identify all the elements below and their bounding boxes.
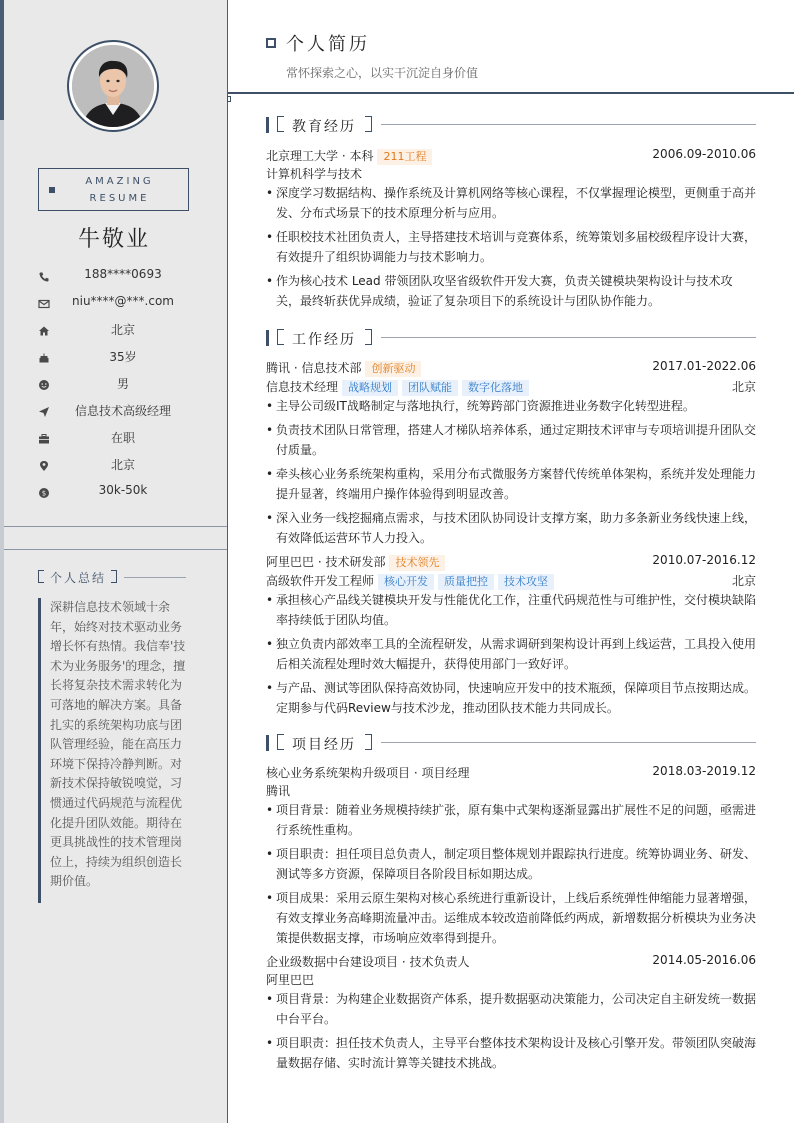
page-title: 个人简历 [286, 34, 370, 55]
list-item: • 牵头核心业务系统架构重构，采用分布式微服务方案替代传统单体架构，系统并发处理能力提升显著，终端用户操作体验得到明显改善。 [266, 464, 756, 504]
list-item: • 项目背景：随着业务规模持续扩张，原有集中式架构逐渐显露出扩展性不足的问题，亟需进行系统性重构。 [266, 800, 756, 840]
info-location [0, 453, 228, 480]
projects-section [266, 734, 756, 1077]
job-role-row [266, 571, 756, 590]
work-heading [266, 329, 756, 347]
avatar-portrait [72, 45, 154, 127]
summary-title: 个人总结 [50, 571, 107, 585]
info-email-text: niu****@***.com [72, 294, 174, 308]
job-entry [266, 552, 756, 718]
sidebar-divider [4, 526, 227, 527]
bracket-left [277, 116, 284, 132]
job-date: 2017.01-2022.06 [652, 359, 756, 373]
info-position [0, 399, 228, 426]
summary-title-line [124, 577, 186, 578]
job-date: 2010.07-2016.12 [652, 553, 756, 567]
info-phone-text: 188****0693 [84, 267, 162, 281]
job-company: 腾讯 · 信息技术部 创新驱动 [266, 359, 421, 377]
svg-text:$: $ [41, 489, 47, 498]
heading-bar [266, 330, 269, 346]
skill-tag: 技术攻坚 [498, 574, 554, 590]
skill-tag: 团队赋能 [402, 380, 458, 396]
education-date: 2006.09-2010.06 [652, 147, 756, 161]
list-item: • 项目职责：担任技术负责人，主导平台整体技术架构设计及核心引擎开发。带领团队突破海量数据存储、实时流计算等关键技术挑战。 [266, 1033, 756, 1073]
heading-line [381, 124, 756, 125]
sidebar-accent-dark [0, 0, 4, 120]
page-subtitle: 常怀探索之心，以实干沉淀自身价值 [286, 66, 479, 80]
job-company-row [266, 552, 756, 571]
education-row [266, 146, 756, 165]
summary-text: 深耕信息技术领域十余年，始终对技术驱动业务增长怀有热情。我信奉'技术为业务服务'的理念，擅长将复杂技术需求转化为可落地的解决方案。具备扎实的系统架构功底与团队管理经验，能在高压力环境下保持冷静判断。对新技术保持敏锐嗅觉，习惯通过代码规范与流程优化提升团队效能。期待在更具挑战性的技术管理岗位上，持续为组织创造长期价值。 [38, 598, 188, 903]
project-name: 核心业务系统架构升级项目 · 项目经理 [266, 766, 470, 780]
info-phone [0, 264, 228, 291]
project-org: 腾讯 [266, 784, 291, 798]
projects-title: 项目经历 [292, 737, 356, 753]
list-item: • 项目职责：担任项目总负责人，制定项目整体规划并跟踪执行进度。统筹协调业务、研发、测试等多方资源，保障项目各阶段目标如期达成。 [266, 844, 756, 884]
job-location: 北京 [731, 380, 756, 394]
info-age [0, 345, 228, 372]
header-divider [228, 92, 794, 94]
project-date: 2014.05-2016.06 [652, 953, 756, 967]
info-home-text: 北京 [110, 323, 135, 337]
list-item: • 主导公司级IT战略制定与落地执行，统筹跨部门资源推进业务数字化转型进程。 [266, 396, 756, 416]
info-gender [0, 372, 228, 399]
bracket-right [365, 329, 372, 345]
bracket-left [277, 329, 284, 345]
job-role: 高级软件开发工程师 核心开发 质量把控 技术攻坚 [266, 572, 554, 590]
bracket-right [365, 116, 372, 132]
project-name-row [266, 763, 756, 782]
heading-bar [266, 735, 269, 751]
heading-line [381, 337, 756, 338]
list-item: • 深度学习数据结构、操作系统及计算机网络等核心课程，不仅掌握理论模型，更侧重于高并发、分布式场景下的技术原理分析与应用。 [266, 183, 756, 223]
project-entry [266, 763, 756, 948]
list-item: • 作为核心技术 Lead 带领团队攻坚省级软件开发大赛，负责关键模块架构设计与技术攻关，最终斩获优异成绩，验证了复杂项目下的系统设计与团队协作能力。 [266, 271, 756, 311]
summary-heading [38, 569, 198, 585]
info-age-text: 35岁 [109, 350, 137, 364]
candidate-name: 牛敬业 [77, 227, 150, 252]
job-company-tag: 技术领先 [389, 555, 445, 571]
amazing-resume-badge [38, 168, 189, 211]
info-position-text: 信息技术高级经理 [74, 404, 171, 418]
info-home [0, 318, 228, 345]
info-status-text: 在职 [110, 431, 135, 445]
project-name: 企业级数据中台建设项目 · 技术负责人 [266, 955, 470, 969]
work-section [266, 329, 756, 722]
project-org-row [266, 782, 756, 800]
badge-line-2: RESUME [89, 193, 150, 204]
sidebar-accent-bar [0, 0, 4, 1123]
project-name-row [266, 952, 756, 971]
info-location-text: 北京 [110, 458, 135, 472]
info-gender-text: 男 [116, 377, 129, 391]
education-major: 计算机科学与技术 [266, 167, 363, 181]
list-item: • 项目成果：采用云原生架构对核心系统进行重新设计，上线后系统弹性伸缩能力显著增强，有效支撑业务高峰期流量冲击。运维成本较改造前降低约两成，新增数据分析模块为业务决策提供数据支撑，市场响应效率得到提升。 [266, 888, 756, 948]
skill-tag: 数字化落地 [462, 380, 529, 396]
skill-tag: 战略规划 [342, 380, 398, 396]
bracket-left [38, 570, 44, 583]
job-role: 信息技术经理 战略规划 团队赋能 数字化落地 [266, 378, 529, 396]
list-item: • 与产品、测试等团队保持高效协同，快速响应开发中的技术瓶颈，保障项目节点按期达成。定期参与代码Review与技术沙龙，推动团队技术能力共同成长。 [266, 678, 756, 718]
projects-heading [266, 734, 756, 752]
skill-tag: 质量把控 [438, 574, 494, 590]
bracket-right [365, 734, 372, 750]
skill-tag: 核心开发 [378, 574, 434, 590]
project-date: 2018.03-2019.12 [652, 764, 756, 778]
sidebar-divider [4, 549, 227, 550]
header-square-icon [266, 38, 276, 48]
job-entry [266, 358, 756, 548]
header-divider-tick [227, 96, 231, 102]
education-school: 北京理工大学 · 本科 211工程 [266, 147, 432, 165]
project-org: 阿里巴巴 [266, 973, 315, 987]
list-item: • 承担核心产品线关键模块开发与性能优化工作，注重代码规范性与可维护性，交付模块缺陷率持续低于团队均值。 [266, 590, 756, 630]
education-major-row [266, 165, 756, 183]
avatar [72, 45, 154, 127]
info-email [0, 291, 228, 318]
project-entry [266, 952, 756, 1073]
job-company-row [266, 358, 756, 377]
sidebar [0, 0, 228, 1123]
job-company-tag: 创新驱动 [365, 361, 421, 377]
bracket-left [277, 734, 284, 750]
list-item: • 负责技术团队日常管理，搭建人才梯队培养体系，通过定期技术评审与专项培训提升团队交付质量。 [266, 420, 756, 460]
list-item: • 任职校技术社团负责人，主导搭建技术培训与竞赛体系，统筹策划多届校级程序设计大赛，有效提升了组织协调能力与技术影响力。 [266, 227, 756, 267]
education-title: 教育经历 [292, 119, 356, 135]
badge-line-1: AMAZING [85, 176, 154, 187]
list-item: • 深入业务一线挖掘痛点需求，与技术团队协同设计支撑方案，助力多条新业务线快速上线，有效降低运营环节人力投入。 [266, 508, 756, 548]
bracket-right [111, 570, 117, 583]
education-section [266, 116, 756, 315]
list-item: • 项目背景：为构建企业数据资产体系，提升数据驱动决策能力，公司决定自主研发统一数据中台平台。 [266, 989, 756, 1029]
job-role-row [266, 377, 756, 396]
job-location: 北京 [731, 574, 756, 588]
job-company: 阿里巴巴 · 技术研发部 技术领先 [266, 553, 445, 571]
heading-line [381, 742, 756, 743]
avatar-frame [67, 40, 159, 132]
education-heading [266, 116, 756, 134]
education-tag: 211工程 [377, 149, 432, 165]
heading-bar [266, 117, 269, 133]
info-salary [0, 480, 228, 507]
info-salary-text: 30k-50k [98, 483, 148, 497]
work-title: 工作经历 [292, 332, 356, 348]
project-org-row [266, 971, 756, 989]
list-item: • 独立负责内部效率工具的全流程研发，从需求调研到架构设计再到上线运营，工具投入使用后相关流程处理时效大幅提升，获得使用部门一致好评。 [266, 634, 756, 674]
contact-info-list [0, 264, 228, 507]
info-status [0, 426, 228, 453]
